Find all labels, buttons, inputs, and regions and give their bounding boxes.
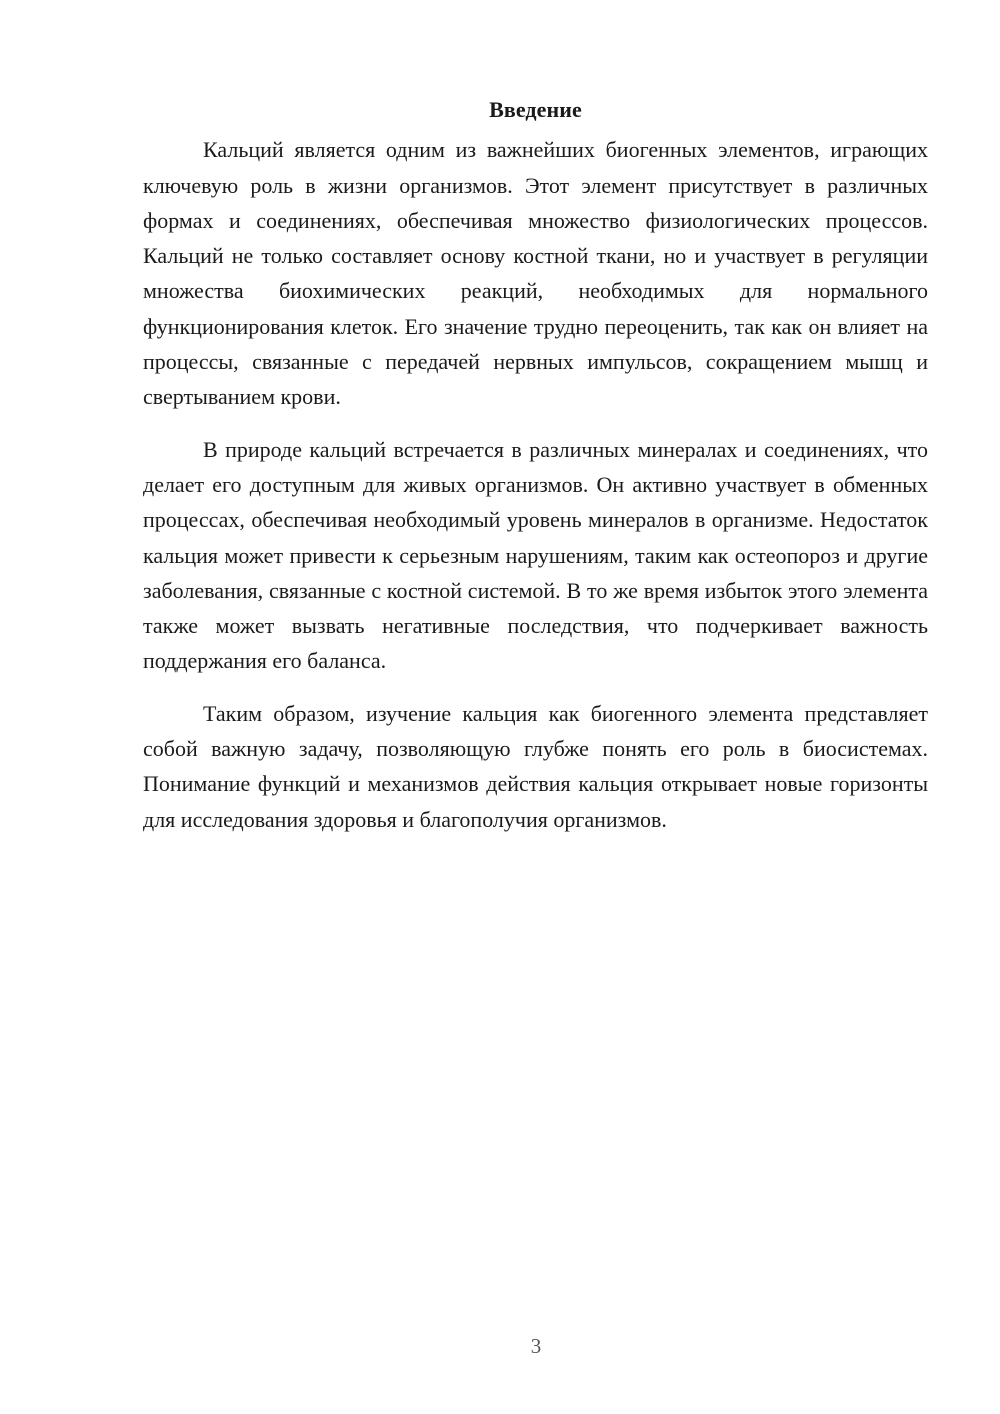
paragraph: Кальций является одним из важнейших биогенных элементов, играющих ключевую роль в жизни организмов. Этот элемент присутствует в различных формах и соединениях, обеспечивая множество физиологических процессов. Кальций не только составляет основу костной ткани, но и участвует в регуляции множества биохимических реакций, необходимых для нормального функционирования клеток. Его значение трудно переоценить, так как он влияет на процессы, связанные с передачей нервных импульсов, сокращением мышц и свертыванием крови. [143,137,928,410]
section-heading: Введение [489,97,582,122]
page-number: 3 [530,1334,542,1358]
page-content [143,92,928,854]
paragraph: В природе кальций встречается в различных минералах и соединениях, что делает его доступным для живых организмов. Он активно участвует в обменных процессах, обеспечивая необходимый уровень минералов в организме. Недостаток кальция может привести к серьезным нарушениям, таким как остеопороз и другие заболевания, связанные с костной системой. В то же время избыток этого элемента также может вызвать негативные последствия, что подчеркивает важность поддержания его баланса. [143,436,928,674]
paragraph: Таким образом, изучение кальция как биогенного элемента представляет собой важную задачу, позволяющую глубже понять его роль в биосистемах. Понимание функций и механизмов действия кальция открывает новые горизонты для исследования здоровья и благополучия организмов. [143,700,928,832]
